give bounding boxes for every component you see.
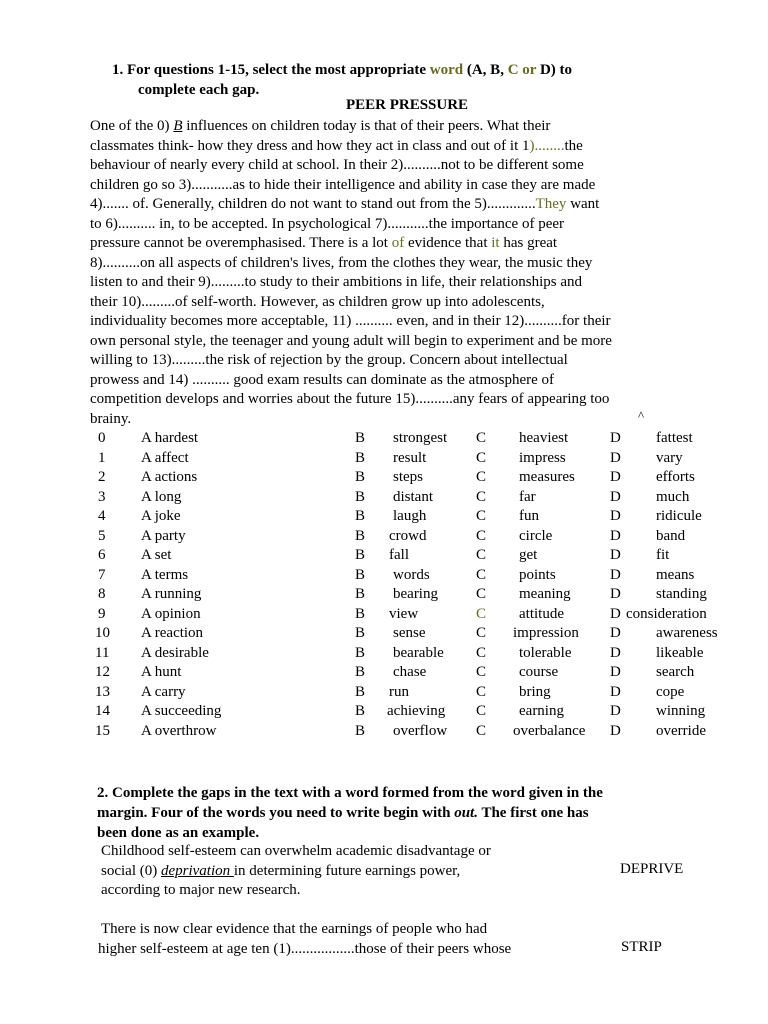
option-letter-d: D — [610, 508, 621, 524]
option-letter-c: C — [476, 508, 487, 524]
option-letter-b: B — [355, 625, 366, 641]
option-d: winning — [656, 703, 706, 719]
option-a: A reaction — [141, 625, 204, 641]
option-d: cope — [656, 683, 685, 700]
option-d: means — [656, 566, 695, 583]
option-number: 11 — [95, 644, 110, 661]
passage-line: their 10).........of self-worth. However, as children grow up into adolescents, — [90, 293, 545, 310]
option-number: 9 — [98, 605, 106, 622]
option-letter-c: C — [476, 644, 487, 661]
option-number: 5 — [98, 527, 106, 544]
option-d: awareness — [656, 625, 718, 641]
option-a: A set — [141, 547, 172, 563]
margin-word-strip: STRIP — [621, 939, 662, 955]
option-letter-d: D — [610, 527, 621, 544]
option-letter-c: C — [476, 469, 487, 485]
option-letter-b: B — [355, 488, 366, 505]
option-c: circle — [519, 527, 553, 544]
option-a: A opinion — [141, 605, 201, 622]
option-letter-d: D — [610, 722, 621, 739]
option-b: run — [389, 683, 409, 700]
option-letter-d: D — [610, 644, 621, 661]
option-c: attitude — [519, 605, 564, 622]
option-c: overbalance — [513, 722, 586, 739]
option-letter-c: C — [476, 586, 487, 602]
option-letter-b: B — [355, 547, 366, 563]
option-b: distant — [393, 488, 433, 505]
passage-line: children go so 3)...........as to hide their intelligence and ability in case they are made — [90, 176, 596, 193]
option-letter-d: D — [610, 625, 621, 641]
option-letter-b: B — [355, 566, 366, 583]
option-letter-c: C — [476, 430, 487, 446]
option-c: measures — [519, 469, 575, 485]
question-2-text: Childhood self-esteem can overwhelm academic disadvantage or social (0) deprivation in determining future earnings power, according to major new research. There is now clear evidence that the earnings of people who had higher self-esteem at age ten (1).................those of their peers whose — [98, 843, 512, 957]
option-letter-d: D — [610, 605, 621, 622]
option-b: view — [389, 605, 419, 622]
option-a: A hunt — [141, 664, 182, 680]
passage-line: individuality becomes more acceptable, 11) .......... even, and in their 12)..........for their — [90, 313, 611, 329]
option-a: A overthrow — [141, 722, 217, 739]
passage-line: own personal style, the teenager and young adult will begin to experiment and be more — [90, 332, 612, 349]
option-number: 15 — [95, 722, 110, 739]
option-d: vary — [656, 449, 683, 466]
option-number: 7 — [98, 566, 106, 583]
option-number: 14 — [95, 703, 110, 719]
passage-line: to 6).......... in, to be accepted. In psychological 7)...........the importance of peer — [90, 215, 565, 232]
option-d: much — [656, 488, 690, 505]
option-b: bearing — [393, 586, 438, 602]
option-letter-b: B — [355, 722, 366, 739]
option-letter-c: C — [476, 722, 487, 739]
option-b: chase — [393, 664, 427, 680]
option-a: A desirable — [141, 644, 209, 661]
option-number: 3 — [98, 488, 106, 505]
option-number: 0 — [98, 430, 106, 446]
option-number: 1 — [98, 449, 106, 466]
passage-line: One of the 0) B influences on children today is that of their peers. What their — [90, 118, 551, 134]
caret-mark: ^ — [638, 408, 645, 423]
option-letter-b: B — [355, 430, 366, 446]
option-c: bring — [519, 683, 551, 700]
option-letter-c: C — [476, 664, 487, 680]
option-c: points — [519, 566, 556, 583]
option-c: impress — [519, 449, 566, 466]
option-letter-b: B — [355, 664, 366, 680]
option-number: 4 — [98, 508, 106, 524]
option-b: crowd — [389, 527, 427, 544]
option-letter-b: B — [355, 586, 366, 602]
option-d: override — [656, 722, 706, 739]
option-letter-c: C — [476, 703, 487, 719]
option-b: strongest — [393, 430, 448, 446]
passage-line: prowess and 14) .......... good exam results can dominate as the atmosphere of — [90, 371, 555, 388]
option-letter-d: D — [610, 664, 621, 680]
option-letter-d: D — [610, 566, 621, 583]
option-letter-c: C — [476, 449, 487, 466]
option-letter-d: D — [610, 683, 621, 700]
passage-line: 8)..........on all aspects of children's lives, from the clothes they wear, the music they — [90, 254, 593, 271]
option-b: steps — [393, 469, 423, 485]
option-letter-b: B — [355, 605, 366, 622]
option-b: fall — [389, 547, 409, 563]
option-b: achieving — [387, 703, 446, 719]
option-b: bearable — [393, 644, 444, 661]
option-letter-b: B — [355, 683, 366, 700]
margin-word-deprive: DEPRIVE — [620, 861, 684, 877]
option-c: meaning — [519, 586, 571, 602]
option-letter-c: C — [476, 625, 487, 641]
option-b: words — [393, 566, 430, 583]
option-a: A affect — [141, 449, 189, 466]
option-letter-b: B — [355, 527, 366, 544]
option-d: standing — [656, 586, 707, 602]
option-number: 8 — [98, 586, 106, 602]
option-c: earning — [519, 703, 564, 719]
option-letter-d: D — [610, 586, 621, 602]
option-d: ridicule — [656, 508, 702, 524]
passage-title: PEER PRESSURE — [345, 97, 469, 113]
passage-line: listen to and their 9).........to study to their ambitions in life, their relationships and — [90, 274, 583, 290]
option-d: fit — [656, 547, 670, 563]
option-c: course — [519, 664, 559, 680]
option-b: overflow — [393, 722, 448, 739]
option-number: 13 — [95, 683, 110, 700]
option-c: tolerable — [519, 644, 572, 661]
option-letter-d: D — [610, 449, 621, 466]
option-d: band — [656, 527, 686, 544]
option-a: A hardest — [141, 430, 199, 446]
option-a: A long — [141, 488, 182, 505]
option-letter-c: C — [476, 566, 487, 583]
option-b: sense — [393, 625, 426, 641]
option-letter-d: D — [610, 703, 621, 719]
option-a: A running — [141, 586, 202, 602]
passage-line: competition develops and worries about the future 15)..........any fears of appearing too — [90, 391, 610, 407]
option-d: search — [656, 664, 695, 680]
option-b: laugh — [393, 508, 427, 524]
option-a: A actions — [141, 469, 198, 485]
passage-line: classmates think- how they dress and how they act in class and out of it 1)........the — [90, 137, 583, 154]
option-number: 6 — [98, 547, 106, 563]
option-number: 2 — [98, 469, 106, 485]
option-letter-d: D — [610, 547, 621, 563]
option-letter-b: B — [355, 469, 366, 485]
option-letter-c: C — [476, 683, 487, 700]
question-1-instructions: 1. For questions 1-15, select the most appropriate word (A, B, C or D) to complete each gap. — [112, 62, 573, 98]
option-letter-d: D — [610, 430, 621, 446]
option-c: far — [519, 488, 536, 505]
passage-text — [90, 117, 612, 429]
option-d: consideration — [626, 605, 707, 622]
option-a: A carry — [141, 683, 186, 700]
option-a: A joke — [141, 508, 181, 524]
option-c: heaviest — [519, 430, 569, 446]
option-letter-c: C — [476, 547, 487, 563]
option-number: 10 — [95, 625, 110, 641]
option-c: impression — [513, 625, 579, 641]
passage-line: willing to 13).........the risk of rejection by the group. Concern about intellectual — [90, 352, 568, 368]
option-a: A terms — [141, 566, 189, 583]
option-letter-b: B — [355, 703, 366, 719]
option-b: result — [393, 449, 427, 466]
option-letter-c: C — [476, 605, 487, 622]
passage-line: pressure cannot be overemphasised. There is a lot of evidence that it has great — [90, 235, 558, 251]
option-a: A party — [141, 527, 186, 544]
option-c: fun — [519, 508, 539, 524]
option-c: get — [519, 547, 538, 563]
option-letter-d: D — [610, 488, 621, 505]
option-a: A succeeding — [141, 703, 222, 719]
option-letter-c: C — [476, 527, 487, 544]
option-letter-c: C — [476, 488, 487, 505]
passage-line: behaviour of nearly every child at school. In their 2)..........not to be different some — [90, 157, 584, 173]
option-letter-b: B — [355, 644, 366, 661]
passage-line: brainy. — [90, 410, 132, 427]
option-d: likeable — [656, 644, 704, 661]
option-letter-d: D — [610, 469, 621, 485]
option-d: fattest — [656, 430, 693, 446]
passage-line: 4)....... of. Generally, children do not want to stand out from the 5).............They want — [90, 196, 600, 212]
option-letter-b: B — [355, 449, 366, 466]
option-letter-b: B — [355, 508, 366, 524]
option-d: efforts — [656, 469, 695, 485]
question-2-instructions: 2. Complete the gaps in the text with a word formed from the word given in the margin. Four of the words you need to write begin with out. The first one has been done as an example. — [97, 785, 603, 841]
option-number: 12 — [95, 664, 110, 680]
